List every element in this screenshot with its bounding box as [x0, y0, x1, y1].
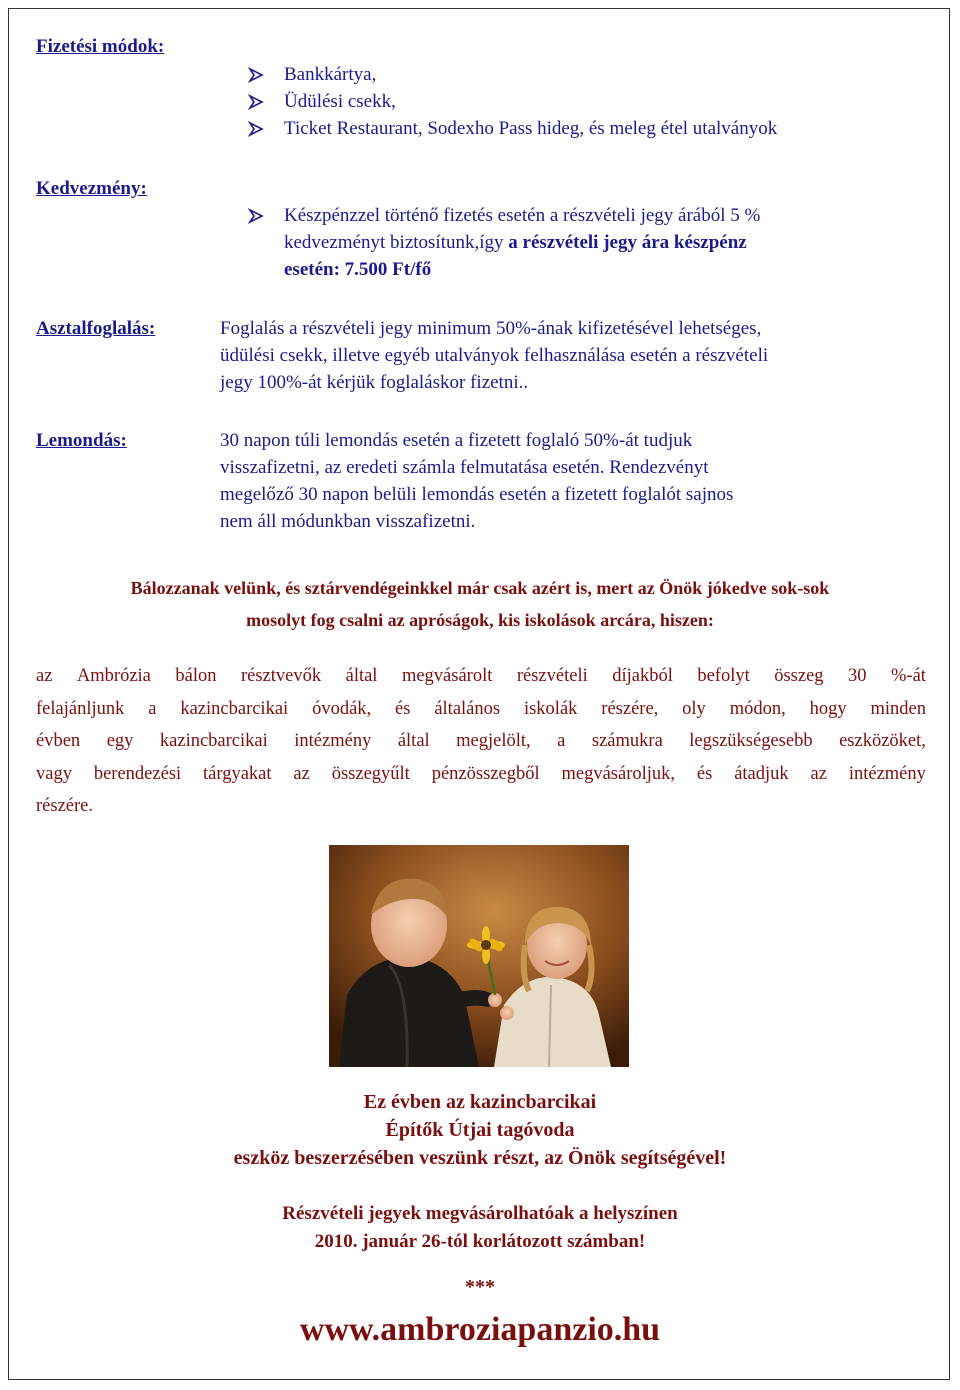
payment-item-text: Üdülési csekk,: [284, 91, 396, 112]
word: %-át: [891, 666, 926, 686]
text-line: üdülési csekk, illetve egyéb utalványok felhasználása esetén a részvételi: [220, 345, 769, 366]
payment-item-text: Ticket Restaurant, Sodexho Pass hideg, és meleg étel utalványok: [284, 118, 778, 139]
arrow-bullet-icon: [248, 208, 268, 224]
word: legszükségesebb: [689, 731, 813, 751]
word: minden: [870, 698, 926, 719]
charity-paragraph: [36, 660, 926, 823]
charity-line-5: részére.: [36, 796, 93, 816]
cancellation-text: [220, 427, 932, 535]
word: iskolák: [523, 698, 578, 719]
charity-line-4: [36, 758, 926, 791]
word: évben: [36, 731, 81, 751]
discount-list: [248, 202, 760, 283]
word: Ambrózia: [76, 666, 151, 686]
word: kazincbarcikai: [159, 731, 268, 751]
word: által: [397, 731, 430, 751]
beneficiary-line-3: eszköz beszerzésében veszünk részt, az Önök segítségével!: [233, 1147, 727, 1169]
word: résztvevők: [240, 666, 322, 686]
word: az: [293, 763, 310, 784]
word: módon,: [729, 698, 786, 719]
list-item: [248, 88, 777, 115]
word: és: [395, 698, 411, 719]
word: részvételi: [516, 666, 588, 686]
word: kazincbarcikai: [180, 698, 289, 719]
word: megvásároljuk,: [561, 763, 676, 784]
arrow-bullet-icon: [248, 94, 268, 110]
word: berendezési: [93, 763, 182, 784]
charity-line-1: [36, 660, 926, 693]
children-with-flower-image: [329, 845, 629, 1067]
word: oly: [682, 698, 706, 719]
discount-label: Kedvezmény:: [36, 178, 147, 199]
cancellation-label: Lemondás:: [36, 430, 127, 451]
promo-line-1: Bálozzanak velünk, és sztárvendégeinkkel már csak azért is, mert az Önök jókedve sok-sok: [130, 578, 830, 598]
word: részére,: [601, 698, 659, 719]
beneficiary-block: [0, 1088, 960, 1172]
word: és: [696, 763, 713, 784]
word: díjakból: [612, 666, 673, 686]
tickets-line-2: 2010. január 26-tól korlátozott számban!: [314, 1231, 646, 1252]
reservation-text: [220, 315, 932, 396]
text-line: Foglalás a részvételi jegy minimum 50%-ának kifizetésével lehetséges,: [220, 318, 762, 339]
word: hogy: [809, 698, 847, 719]
website-link[interactable]: www.ambroziapanzio.hu: [299, 1311, 661, 1348]
word: bálon: [175, 666, 217, 686]
list-item: [248, 202, 760, 229]
text-line: jegy 100%-át kérjük foglaláskor fizetni..: [220, 372, 529, 393]
word: felajánljunk: [36, 698, 125, 719]
word: a: [557, 731, 566, 751]
word: összeg: [774, 666, 824, 686]
children-photo: [329, 845, 629, 1067]
word: egy: [106, 731, 134, 751]
text-line: nem áll módunkban visszafizetni.: [220, 511, 476, 532]
arrow-bullet-icon: [248, 67, 268, 83]
word: intézmény: [848, 763, 926, 784]
list-item: [248, 256, 760, 283]
word: 30: [848, 666, 867, 686]
payment-item-text: Bankkártya,: [284, 64, 377, 85]
word: a: [148, 698, 157, 719]
charity-line-2: [36, 693, 926, 726]
arrow-bullet-icon: [248, 121, 268, 137]
reservation-label: Asztalfoglalás:: [36, 318, 156, 339]
payment-methods-list: [248, 61, 777, 142]
separator-text: ***: [465, 1276, 495, 1298]
word: számukra: [591, 731, 663, 751]
word: átadjuk: [734, 763, 789, 784]
text-line: megelőző 30 napon belüli lemondás esetén a fizetett foglalót sajnos: [220, 484, 734, 505]
tickets-line-1: Részvételi jegyek megvásárolhatóak a helyszínen: [282, 1203, 678, 1224]
word: vagy: [36, 763, 72, 784]
discount-line-1: Készpénzzel történő fizetés esetén a részvételi jegy árából 5 %: [284, 205, 761, 226]
charity-line-3: [36, 725, 926, 758]
text-line: 30 napon túli lemondás esetén a fizetett foglaló 50%-át tudjuk: [220, 430, 693, 451]
separator: [0, 1276, 960, 1299]
word: az: [810, 763, 827, 784]
beneficiary-line-1: Ez évben az kazincbarcikai: [363, 1091, 597, 1113]
tickets-block: [0, 1200, 960, 1256]
word: megvásárolt: [401, 666, 493, 686]
word: tárgyakat: [203, 763, 272, 784]
beneficiary-line-2: Építők Útjai tagóvoda: [385, 1119, 575, 1141]
website-block: [0, 1308, 960, 1352]
list-item: [248, 229, 760, 256]
text-line: visszafizetni, az eredeti számla felmutatása esetén. Rendezvényt: [220, 457, 709, 478]
word: befolyt: [697, 666, 750, 686]
word: összegyűlt: [331, 763, 410, 784]
word: általános: [434, 698, 501, 719]
discount-line-2-bold: a részvételi jegy ára készpénz: [508, 232, 747, 253]
word: az: [36, 666, 53, 686]
word: óvodák,: [312, 698, 372, 719]
word: megjelölt,: [456, 731, 531, 751]
word: intézmény: [294, 731, 372, 751]
list-item: [248, 61, 777, 88]
word: pénzösszegből: [431, 763, 540, 784]
discount-line-3: esetén: 7.500 Ft/fő: [284, 259, 432, 280]
word: által: [345, 666, 378, 686]
list-item: [248, 115, 777, 142]
word: eszközöket,: [839, 731, 926, 751]
discount-line-2-normal: kedvezményt biztosítunk,így: [284, 232, 509, 253]
payment-methods-label: Fizetési módok:: [36, 36, 165, 57]
promo-line-2: mosolyt fog csalni az apróságok, kis iskolások arcára, hiszen:: [246, 610, 714, 630]
